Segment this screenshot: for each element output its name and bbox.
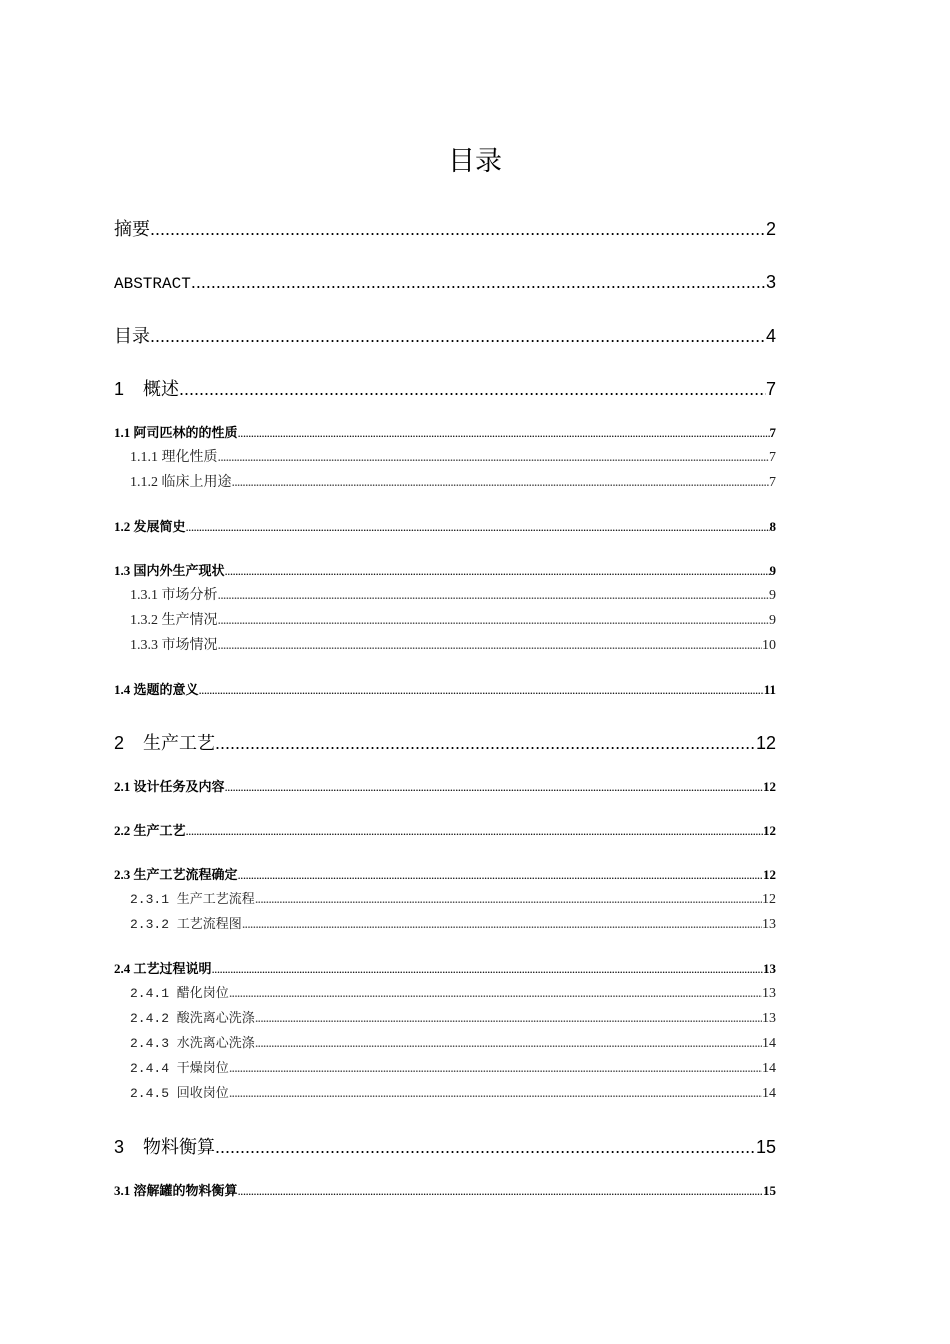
toc-entry-2-4-1[interactable] bbox=[130, 985, 776, 1003]
toc-entry-2-2[interactable] bbox=[114, 822, 776, 840]
toc-entry-1-2[interactable] bbox=[114, 518, 776, 536]
chapter-number: 3 bbox=[114, 1137, 125, 1157]
toc-entry-chapter-1[interactable] bbox=[114, 378, 776, 400]
toc-entry-2-4-5[interactable] bbox=[130, 1085, 776, 1103]
toc-page-number: 15 bbox=[755, 1137, 776, 1157]
toc-page-number: 12 bbox=[763, 867, 776, 882]
toc-entry-label bbox=[114, 1136, 215, 1158]
toc-page-number: 7 bbox=[769, 450, 776, 465]
toc-leader-dots bbox=[255, 891, 762, 909]
toc-page-number: 8 bbox=[769, 519, 776, 534]
toc-leader-dots bbox=[199, 681, 764, 699]
toc-entry-contents[interactable] bbox=[114, 325, 776, 347]
toc-entry-label: 2.1 设计任务及内容 bbox=[114, 779, 225, 794]
toc-leader-dots bbox=[215, 1136, 756, 1158]
toc-leader-dots bbox=[229, 985, 762, 1003]
toc-entry-label: 1.3.3 市场情况 bbox=[130, 638, 218, 653]
toc-leader-dots bbox=[218, 637, 763, 655]
toc-page-number: 12 bbox=[763, 823, 776, 838]
toc-page-number: 9 bbox=[769, 588, 776, 603]
toc-entry-1-4[interactable] bbox=[114, 681, 776, 699]
toc-entry-label: 2.2 生产工艺 bbox=[114, 823, 186, 838]
toc-page-number: 12 bbox=[755, 733, 776, 753]
toc-entry-1-3-3[interactable] bbox=[130, 637, 776, 655]
toc-leader-dots bbox=[232, 474, 770, 492]
toc-leader-dots bbox=[191, 271, 766, 293]
toc-leader-dots bbox=[255, 1035, 762, 1053]
toc-leader-dots bbox=[238, 1182, 763, 1200]
toc-entry-label: 2.4.2 酸洗离心洗涤 bbox=[130, 1011, 255, 1026]
toc-entry-label: 3.1 溶解罐的物料衡算 bbox=[114, 1183, 238, 1198]
toc-leader-dots bbox=[229, 1085, 762, 1103]
toc-leader-dots bbox=[225, 562, 770, 580]
toc-page-number: 11 bbox=[763, 682, 776, 697]
toc-entry-2-4-2[interactable] bbox=[130, 1010, 776, 1028]
toc-page-number: 15 bbox=[763, 1183, 776, 1198]
toc-leader-dots bbox=[218, 587, 770, 605]
toc-page-number: 7 bbox=[769, 425, 776, 440]
toc-entry-label: 1.3.2 生产情况 bbox=[130, 613, 218, 628]
toc-entry-label: 目录 bbox=[114, 326, 150, 346]
toc-entry-2-4-4[interactable] bbox=[130, 1060, 776, 1078]
toc-leader-dots bbox=[218, 612, 770, 630]
toc-leader-dots bbox=[186, 518, 770, 536]
toc-entry-2-3[interactable] bbox=[114, 866, 776, 884]
toc-entry-label: 1.1.1 理化性质 bbox=[130, 450, 218, 465]
toc-entry-abstract-cn[interactable] bbox=[114, 218, 776, 240]
toc-leader-dots bbox=[150, 218, 766, 240]
toc-page-number: 13 bbox=[762, 986, 776, 1001]
toc-entry-label: 1.1.2 临床上用途 bbox=[130, 475, 232, 490]
toc-page-number: 13 bbox=[763, 961, 776, 976]
toc-entry-2-1[interactable] bbox=[114, 778, 776, 796]
toc-entry-label: 1.2 发展简史 bbox=[114, 519, 186, 534]
toc-page-number: 14 bbox=[762, 1086, 776, 1101]
toc-entry-label: 1.3 国内外生产现状 bbox=[114, 563, 225, 578]
toc-page-number: 9 bbox=[769, 563, 776, 578]
toc-entry-1-1-2[interactable] bbox=[130, 474, 776, 492]
toc-entry-2-3-2[interactable] bbox=[130, 916, 776, 934]
toc-leader-dots bbox=[150, 325, 766, 347]
toc-entry-chapter-2[interactable] bbox=[114, 732, 776, 754]
toc-leader-dots bbox=[215, 732, 756, 754]
toc-entry-2-4[interactable] bbox=[114, 960, 776, 978]
toc-entry-label bbox=[114, 732, 215, 754]
chapter-number: 2 bbox=[114, 733, 125, 753]
toc-page-number: 14 bbox=[762, 1061, 776, 1076]
toc-page-number: 14 bbox=[762, 1036, 776, 1051]
toc-entry-label: 2.3.2 工艺流程图 bbox=[130, 917, 242, 932]
toc-page-number: 3 bbox=[765, 272, 776, 292]
toc-entry-label: 2.4 工艺过程说明 bbox=[114, 961, 212, 976]
toc-leader-dots bbox=[238, 424, 770, 442]
toc-page-number: 4 bbox=[765, 326, 776, 346]
toc-page-number: 2 bbox=[765, 219, 776, 239]
toc-page-number: 13 bbox=[762, 1011, 776, 1026]
toc-leader-dots bbox=[218, 449, 770, 467]
toc-leader-dots bbox=[225, 778, 763, 796]
toc-leader-dots bbox=[238, 866, 763, 884]
toc-page-number: 7 bbox=[769, 475, 776, 490]
toc-page-number: 12 bbox=[763, 779, 776, 794]
toc-entry-abstract-en[interactable] bbox=[114, 271, 776, 293]
toc-leader-dots bbox=[229, 1060, 762, 1078]
toc-entry-1-1-1[interactable] bbox=[130, 449, 776, 467]
toc-entry-label: 2.4.5 回收岗位 bbox=[130, 1086, 229, 1101]
toc-page-number: 12 bbox=[762, 892, 776, 907]
toc-page-number: 9 bbox=[769, 613, 776, 628]
toc-entry-2-3-1[interactable] bbox=[130, 891, 776, 909]
toc-leader-dots bbox=[212, 960, 763, 978]
toc-entry-1-3[interactable] bbox=[114, 562, 776, 580]
toc-entry-label: 1.1 阿司匹林的的性质 bbox=[114, 425, 238, 440]
toc-entry-label: 2.4.3 水洗离心洗涤 bbox=[130, 1036, 255, 1051]
toc-entry-label: 2.4.4 干燥岗位 bbox=[130, 1061, 229, 1076]
toc-entry-label: 2.4.1 醋化岗位 bbox=[130, 986, 229, 1001]
toc-entry-label: 2.3.1 生产工艺流程 bbox=[130, 892, 255, 907]
toc-entry-2-4-3[interactable] bbox=[130, 1035, 776, 1053]
chapter-title: 生产工艺 bbox=[143, 733, 215, 753]
page-title: 目录 bbox=[448, 146, 502, 177]
toc-entry-label: 1.4 选题的意义 bbox=[114, 682, 199, 697]
toc-entry-chapter-3[interactable] bbox=[114, 1136, 776, 1158]
toc-entry-label: 1.3.1 市场分析 bbox=[130, 588, 218, 603]
toc-leader-dots bbox=[186, 822, 763, 840]
chapter-title: 物料衡算 bbox=[143, 1137, 215, 1157]
toc-entry-3-1[interactable] bbox=[114, 1182, 776, 1200]
toc-entry-1-1[interactable] bbox=[114, 424, 776, 442]
toc-entry-label: ABSTRACT bbox=[114, 275, 191, 293]
toc-entry-label: 摘要 bbox=[114, 219, 150, 239]
toc-entry-label: 2.3 生产工艺流程确定 bbox=[114, 867, 238, 882]
toc-entry-label bbox=[114, 378, 179, 400]
toc-page-number: 10 bbox=[762, 638, 776, 653]
toc-page-number: 7 bbox=[765, 379, 776, 399]
toc-leader-dots bbox=[179, 378, 766, 400]
chapter-title: 概述 bbox=[143, 379, 179, 399]
toc-leader-dots bbox=[255, 1010, 762, 1028]
toc-entry-1-3-2[interactable] bbox=[130, 612, 776, 630]
toc-page-number: 13 bbox=[762, 917, 776, 932]
toc-leader-dots bbox=[242, 916, 762, 934]
chapter-number: 1 bbox=[114, 379, 125, 399]
toc-entry-1-3-1[interactable] bbox=[130, 587, 776, 605]
